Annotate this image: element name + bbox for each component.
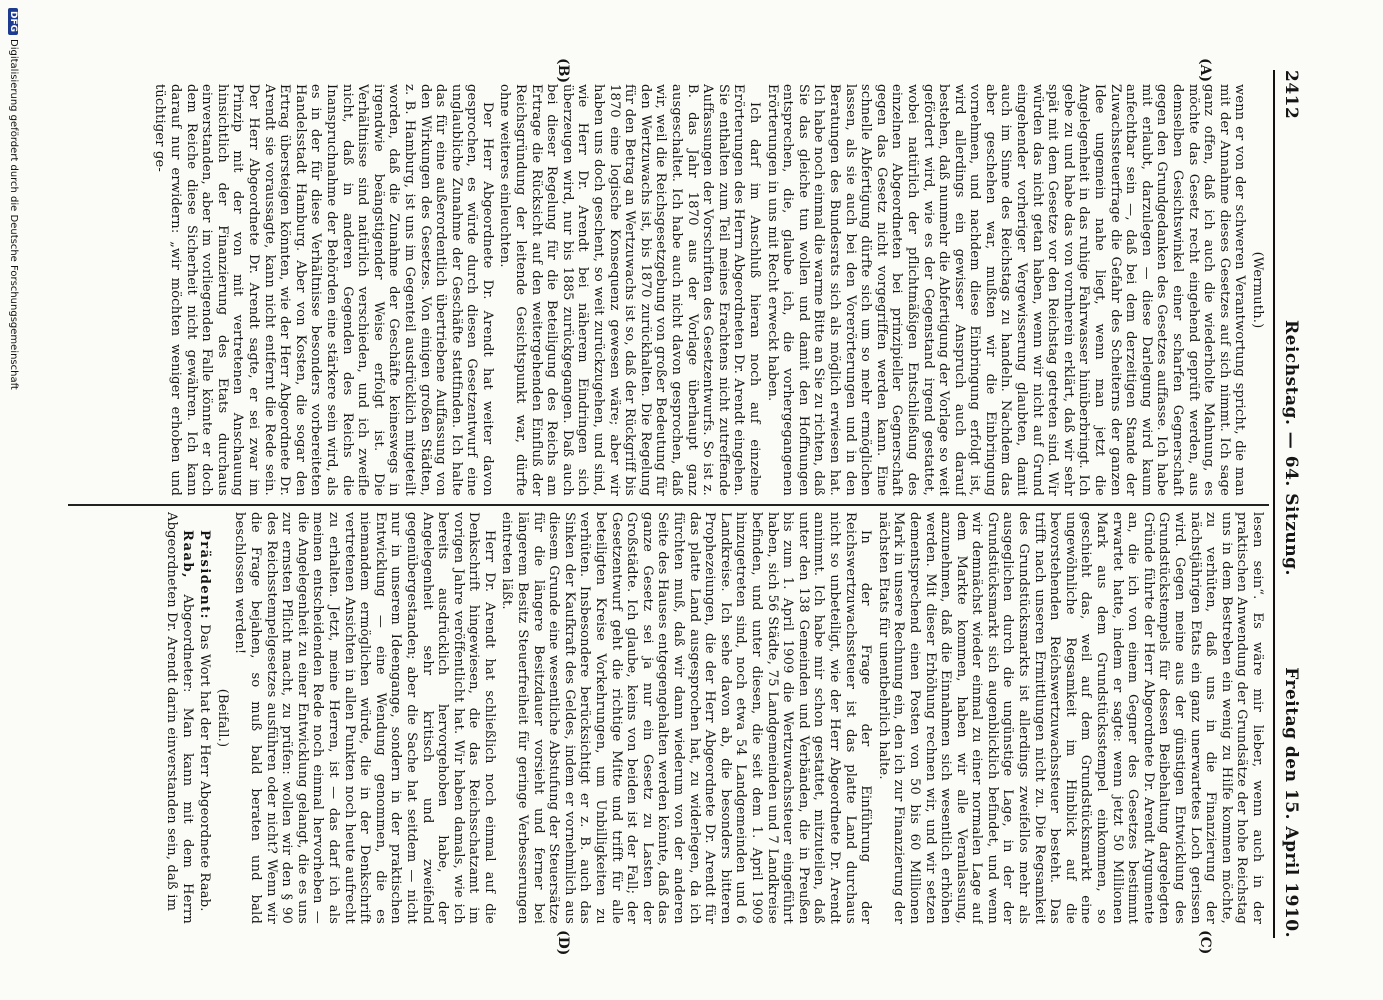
speaker-name: Raab, [179, 530, 195, 580]
statement-text: Abgeordneter: Man kann mit dem Herrn Abgeordneten Dr. Arendt darin einverstanden sein, daß im [164, 512, 195, 924]
margin-letter-d: (D) [555, 930, 571, 956]
right-column [68, 512, 1265, 924]
margin-letter-c: (C) [1197, 930, 1213, 955]
dfg-credit [8, 8, 19, 808]
dfg-logo: DFG [8, 8, 18, 35]
paragraph: lesen sein“. Es wäre mir lieber, wenn auch in der praktischen Anwendung der Grundsätze der hohe Reichstag uns in dem Bestreben ein wenig zu Hilfe kommen möchte, zu verhüten, daß uns in die Finanzierung der nächstjährigen Etats ein ganz unerwartetes Loch gerissen wird. Gegen meine aus der günstigen Entwicklung des Grundstückstempels für dessen Beibehaltung dargelegten Gründe führte der Herr Abgeordnete Dr. Arendt Argumente an, die ich von einem Gegner des Gesetzes bestimmt erwartet hatte, indem er sagte: wenn jetzt 50 Millionen Mark aus dem Grundstücksstempel einkommen, so geschieht das, weil auf dem Grundstücksmarkt eine ungewöhnliche Regsamkeit im Hinblick auf die bevorstehenden Reichswertzuwachssteuer besteht. Das trifft nach unseren Ermittlungen nicht zu. Die Regsamkeit des Grundstücksmarkts ist allerdings zweifellos mehr als ausgeglichen durch die ungünstige Lage, in der der Grundstücksmarkt sich augenblicklich befindet, und wenn wir demnächst wieder einmal zu einer normalen Lage auf dem Markte kommen, haben wir alle Veranlassung, anzunehmen, daß die Einnahmen sich wesentlich erhöhen werden. Mit dieser Erhöhung rechnen wir, und wir setzen dementsprechend einen Posten von 50 bis 60 Millionen Mark in unsere Rechnung ein, den ich zur Finanzierung der nächsten Etats für unentbehrlich halte. [875, 512, 1265, 924]
left-column [68, 84, 1265, 496]
margin-letter-a: (A) [1197, 58, 1213, 83]
paragraph: Herr Dr. Arendt hat schließlich noch einmal auf die Denkschrift hingewiesen, die das Reichsschatzamt im vorigen Jahre veröffentlicht hat. Wir haben damals, wie ich bereits ausdrücklich hervorgehoben habe, der Angelegenheit sehr kritisch und zweifelnd gegenübergestanden; aber die Sache hat seitdem — nicht nur in unserem Ideengange, sondern in der praktischen Entwicklung — eine Wendung genommen, die es niemandem ermöglichen würde, die in der Denkschrift vertretenen Ansichten in allen Punkten noch heute aufrecht zu erhalten. Jetzt, meine Herren, ist — das darf ich als meinen entscheidenden Rede noch einmal hervorheben — die Angelegenheit zu einer Entwicklung gelangt, die es uns zur ernsten Pflicht macht, zu prüfen: wollen wir den § 90 des Reichsstempelgesetzes ausführen oder nicht? Wenn wir die Frage bejahen, so muß bald beraten und bald beschlossen werden! [232, 512, 497, 924]
paragraph: wenn er von der schweren Verantwortung spricht, die man mit der Annahme dieses Gesetzes auf sich nimmt. Ich sage ganz offen, daß ich auch die wiederholte Mahnung, es möchte das Gesetz recht eingehend geprüft werden, aus demselben Gesichtswinkel einer scharfen Gegnerschaft gegen den Grundgedanken des Gesetzes auffasse. Ich habe mit erlaubt, darzulegen — diese Darlegung wird kaum anfechtbar sein —, daß bei dem derzeitigen Stande der Zuwachssteuerfrage die Gefahr des Scheiterns der ganzen Idee ungemein nahe liegt, wenn man jetzt die Angelegenheit in das ruhige Fahrwasser hinüberbringt. Ich gebe zu und habe das von vornherein erklärt, daß wir sehr spät mit dem Gesetze vor den Reichstag getreten sind. Wir würden das nicht getan haben, wenn wir nicht auf Grund eingehender vorheriger Vergewisserung glaubten, damit auch im Sinne des Reichstags zu handeln. Nachdem das aber geschehen war, mußten wir die Einbringung vornehmen, und nachdem diese Einbringung erfolgt ist, wird allerdings ein gewisser Anspruch auch darauf bestehen, daß nunmehr die Abfertigung der Vorlage so weit gefördert wird, wie es der Gegenstand irgend gestattet, wobei natürlich der pflichtmäßigen Entschließung des einzelnen Abgeordneten bei prinzipieller Gegnerschaft gegen das Gesetz nicht vorgegriffen werden kann. Eine schnelle Abfertigung dürfte sich um so mehr ermöglichen lassen, als sie auch bei den Vorerörterungen und in den Beratungen des Bundesrats sich als möglich erwiesen hat. Ich habe noch einmal die warme Bitte an Sie zu richten, daß Sie das gleiche tun wollen und damit den Hoffnungen entsprechen, die, glaube ich, die vorhergegangenen Erörterungen in uns mit Recht erweckt haben. [764, 84, 1248, 496]
paragraph: Ich darf im Anschluß hieran noch auf einzelne Erörterungen des Herrn Abgeordneten Dr. Arendt eingehen. Sie enthalten zum Teil meines Erachtens nicht zutreffende Auffassungen der Vorschriften des Gesetzentwurfs. So ist z. B. das Jahr 1870 aus der Vorlage überhaupt ganz ausgeschaltet. Ich habe auch nicht davon gesprochen, daß wir, weil die Reichsgesetzgebung von großer Bedeutung für den Wertzuwachs ist, bis 1870 zurückhalten. Die Regelung für den Betrag an Wertzuwachs ist so, daß der Rückgriff bis 1870 eine logische Konsequenz gewesen wäre; aber wir haben uns doch geschent, so weit zurückzugehen, und sind, wie Herr Dr. Arendt bei näherem Eindringen sich überzeugen wird, nur bis 1885 zurückgegangen. Daß auch bei dieser Regelung für die Beteiligung des Reichs am Ertrage die Rücksicht auf den weitergehenden Einfluß der Reichsgründung der leitende Gesichtspunkt war, dürfte ohne weiteres einleuchten. [497, 84, 762, 496]
statement-text: Das Wort hat der Herr Abgeordnete Raab. [197, 624, 213, 912]
session-date: Freitag den 15. April 1910. [1281, 667, 1301, 938]
page-header [1275, 70, 1301, 938]
speaker-tag: (Wermuth.) [1250, 251, 1265, 329]
paragraph: In der Frage der Einführung der Reichswertzuwachssteuer ist das platte Land durchaus nicht so unbeteiligt, wie der Herr Abgeordnete Dr. Arendt annimmt. Ich habe mir schon gestattet, mitzuteilen, daß unter den 138 Gemeinden und Verbänden, die in Preußen bis zum 1. April 1909 die Wertzuwachssteuer eingeführt haben, sich 56 Städte, 75 Landgemeinden und 7 Landkreise befinden, und unter diesen, die seit dem 1. April 1909 hinzugetreten sind, noch etwa 54 Landgemeinden und 6 Landkreise. Ich sehe davon ab, die besonders bitteren Prophezeiungen, die der Herr Abgeordnete Dr. Arendt für das platte Land ausgesprochen hat, zu widerlegen, da ich fürchten muß, daß wir dann wiederum von der anderen Seite des Hauses entgegengehalten werden könnte, daß das ganze Gesetz sei ja nur ein Gesetz zu Lasten der Großstädte. Ich glaube, keins von beiden ist der Fall; der Gesetzentwurf geht die richtige Mitte und trifft für alle beteiligten Kreise Vorkehrungen, um Unbilligkeiten zu verhüten. Insbesondere berücksichtigt er z. B. auch das Sinken der Kaufkraft des Geldes, indem er vornehmlich aus diesem Grunde eine wesentliche Abstufung der Steuersätze für die längere Besitzdauer vorsieht und ferner bei längerem Besitz Steuerfreiheit für geringe Verbesserungen eintreten läßt. [499, 512, 874, 924]
speaker-name: Präsident: [197, 530, 213, 620]
applause-note: (Beifall.) [214, 688, 230, 748]
page-title: Reichstag. — 64. Sitzung. [1281, 320, 1301, 576]
credit-text: Digitalisierung gefördert durch die Deutsche Forschungsgemeinschaft [8, 39, 19, 390]
margin-letter-b: (B) [555, 58, 571, 84]
header-rule [1273, 70, 1275, 938]
raab-statement [163, 512, 194, 924]
president-statement [197, 512, 213, 924]
page-number: 2412 [1281, 70, 1301, 120]
column-divider [68, 504, 1269, 506]
paragraph: Der Herr Abgeordnete Dr. Arendt hat weiter davon gesprochen, es würde durch diesen Gesetzentwurf eine unglaubliche Zunahme der Geschäfte stattfinden. Ich halte das für eine außerordentlich übertriebene Auffassung von den Wirkungen des Gesetzes. Von einigen großen Städten, z. B. Hamburg, ist uns im Gegenteil ausdrücklich mitgeteilt worden, daß die Zunahme der Geschäfte keineswegs in irgendwie beängstigender Weise erfolgt ist. Die Verhältnisse sind natürlich verschieden, und ich zweifle nicht, daß in anderen Gegenden des Reichs die Inanspruchnahme der Behörden eine stärkere sein wird, als es in der für diese Verhältnisse besonders vorbereiteten Handelsstadt Hamburg. Aber von Kosten, die sogar den Ertrag übersteigen könnten, wie der Herr Abgeordnete Dr. Arendt sie voraussagte, kann nicht entfernt die Rede sein. Der Herr Abgeordnete Dr. Arendt sagte, er sei zwar im Prinzip mit der von mit vertretenen Anschauung hinsichtlich der Finanzierung des Etats durchaus einverstanden, aber im vorliegenden Falle könnte er doch dem Reiche diese Sicherheit nicht gewähren. Ich kann darauf nur erwidern: „wir möchten weniger erhoben und tüchtiger ge- [152, 84, 495, 496]
